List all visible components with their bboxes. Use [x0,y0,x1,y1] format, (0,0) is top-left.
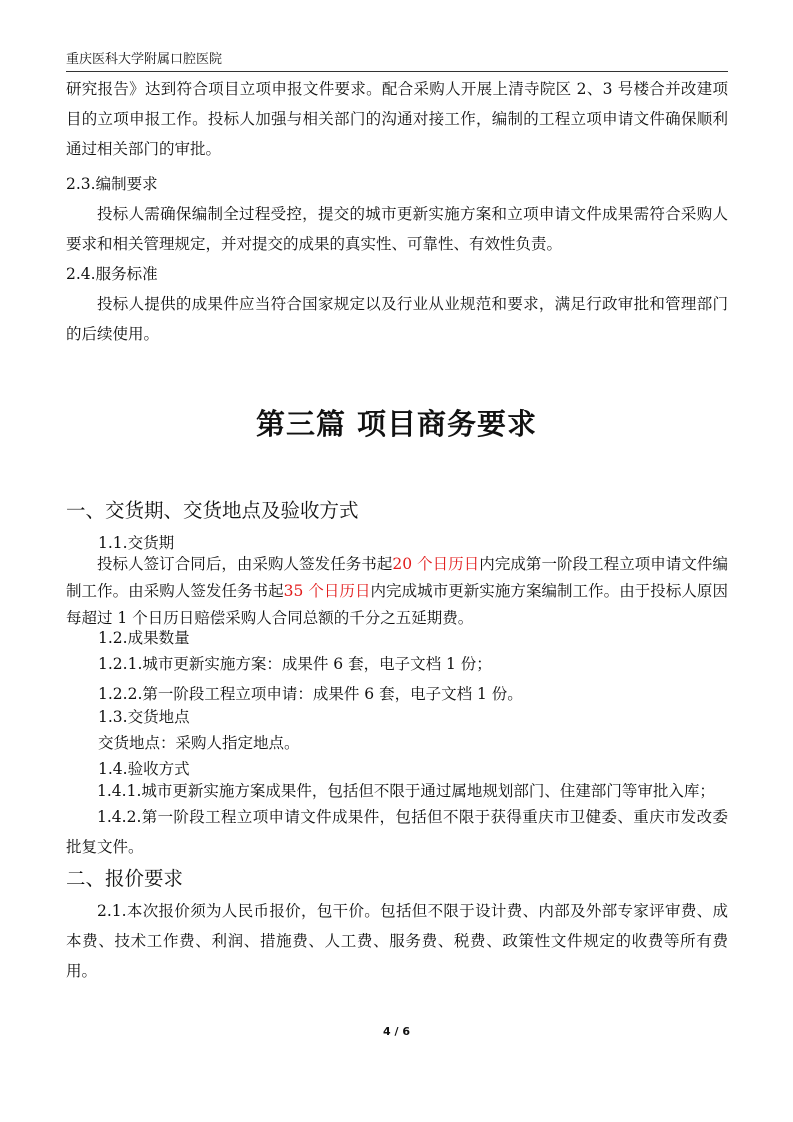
paragraph-1-3: 交货地点：采购人指定地点。 [98,734,300,752]
heading-2-3: 2.3.编制要求 [66,175,158,193]
delivery-text-e: 内完成城市更新实施方案编制工作。由于投标人原因每超过 1 个日历日赔偿采购人合同总额的千分之五延期费。 [66,582,728,627]
paragraph-2-4: 投标人提供的成果件应当符合国家规定以及行业从业规范和要求，满足行政审批和管理部门的后续使用。 [66,295,728,343]
item-1-2-2: 1.2.2.第一阶段工程立项申请：成果件 6 套，电子文档 1 份。 [98,685,523,703]
delivery-text-a: 投标人签订合同后，由采购人签发任务书起 [97,555,393,573]
section-1-title: 一、交货期、交货地点及验收方式 [66,499,359,522]
heading-2-4: 2.4.服务标准 [66,265,158,283]
paragraph-2-3: 投标人需确保编制全过程受控，提交的城市更新实施方案和立项申请文件成果需符合采购人要求和相关管理规定，并对提交的成果的真实性、可靠性、有效性负责。 [66,205,728,253]
page-header: 重庆医科大学附属口腔医院 [66,52,728,72]
section-2-title: 二、报价要求 [66,867,184,890]
paragraph-intro: 研究报告》达到符合项目立项申报文件要求。配合采购人开展上清寺院区 2、3 号楼合并改建项目的立项申报工作。投标人加强与相关部门的沟通对接工作，编制的工程立项申请文件确保顺利通过相关部门的审批。 [66,80,728,158]
heading-1-1: 1.1.交货期 [98,534,175,552]
delivery-days-35: 35 个日历日 [283,582,371,600]
paragraph-1-1 [66,551,728,632]
item-1-4-1: 1.4.1.城市更新实施方案成果件，包括但不限于通过属地规划部门、住建部门等审批入库； [97,782,715,800]
part-title: 第三篇 项目商务要求 [255,407,538,441]
paragraph-2-1: 2.1.本次报价须为人民币报价，包干价。包括但不限于设计费、内部及外部专家评审费、成本费、技术工作费、利润、措施费、人工费、服务费、税费、政策性文件规定的收费等所有费用。 [66,902,728,980]
page-number: 4 / 6 [383,1025,410,1038]
heading-1-4: 1.4.验收方式 [98,760,190,778]
delivery-text-c: 内完成第一阶段工程立项申请文件编制工作。由采购人签发任务书起 [66,555,728,600]
item-1-4-2: 1.4.2.第一阶段工程立项申请文件成果件，包括但不限于获得重庆市卫健委、重庆市发改委批复文件。 [66,808,728,856]
heading-1-2: 1.2.成果数量 [98,629,190,647]
heading-1-3: 1.3.交货地点 [98,708,190,726]
delivery-days-20: 20 个日历日 [392,555,480,573]
item-1-2-1: 1.2.1.城市更新实施方案：成果件 6 套，电子文档 1 份； [98,655,492,673]
